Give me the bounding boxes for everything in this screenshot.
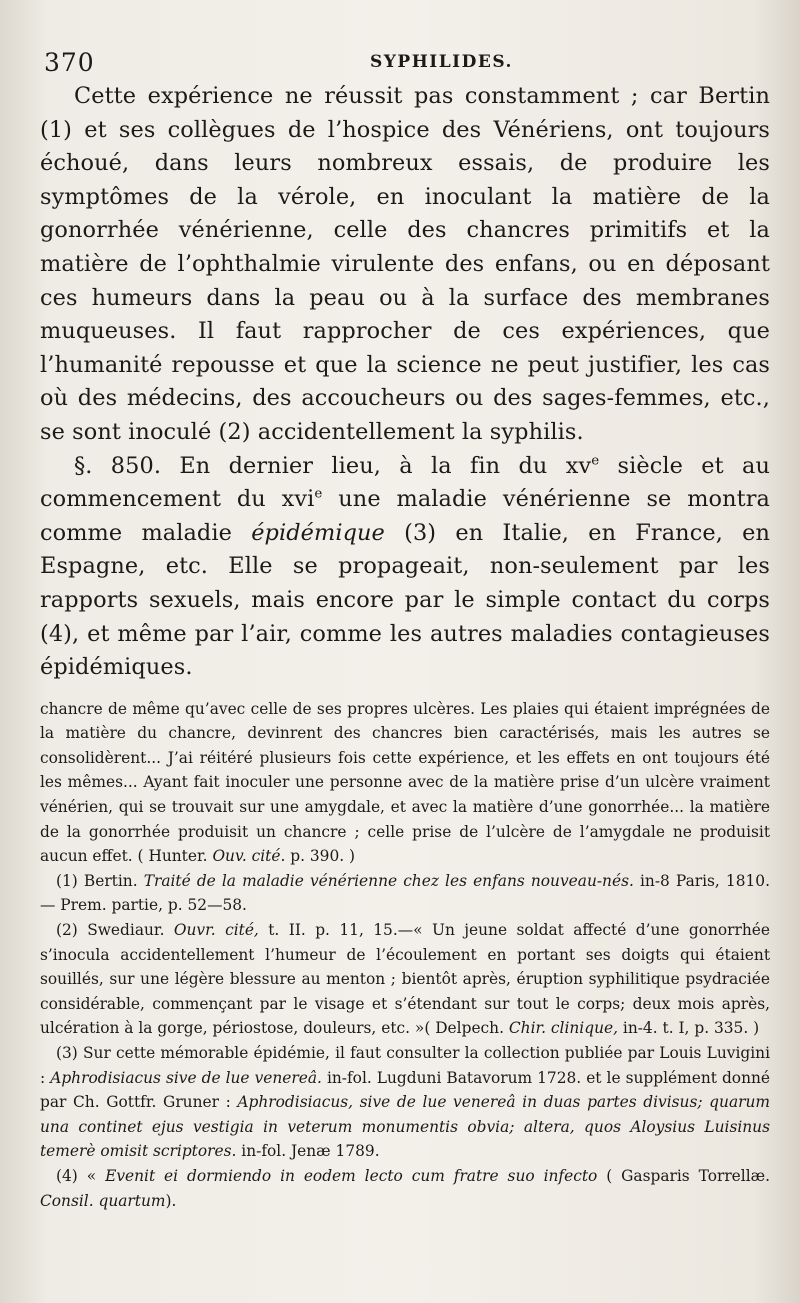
century-superscript: e xyxy=(591,453,600,469)
page-header xyxy=(40,44,770,78)
note-text: p. 390. ) xyxy=(285,847,356,866)
note-italic: Traité de la maladie vénérienne chez les enfans nouveau-nés. xyxy=(143,871,634,890)
note-italic: Aphrodisiacus sive de lue venereâ. xyxy=(50,1068,322,1087)
note-text: chancre de même qu’avec celle de ses propres ulcères. Les plaies qui étaient imprégnées de la matière du chancre, devinrent des chancres bien caractérisés, mais les autres se consolidèrent... J’ai réitéré plusieurs fois cette expérience, et les effets en ont toujours été les mêmes... Ayant fait inoculer une personne avec de la matière prise d’un ulcère vraiment vénérien, qui se trouvait sur une amygdale, et avec la matière d’une gonorrhée... la matière de la gonorrhée produisit un chancre ; celle prise de l’ulcère de l’amygdale ne produisit aucun effet. ( Hunter. xyxy=(40,699,770,866)
note-text: (4) « xyxy=(56,1166,106,1185)
footnote-3 xyxy=(40,1041,770,1164)
paragraph-850 xyxy=(40,450,770,685)
footnote-4 xyxy=(40,1164,770,1213)
note-italic: Ouv. cité. xyxy=(212,847,286,866)
italic-epidemique: épidémique xyxy=(251,519,385,546)
note-text: in-8 Paris, 1810. — Prem. partie, p. 52—58. xyxy=(40,871,770,915)
note-italic: Consil. quartum xyxy=(40,1191,166,1210)
para2-part-c: une maladie vénérienne se montra comme maladie xyxy=(40,486,770,546)
note-italic: Ouvr. cité, xyxy=(173,921,259,940)
note-text: ( Gasparis Torrellæ. xyxy=(597,1166,770,1185)
note-text: in-4. t. I, p. 335. ) xyxy=(618,1019,760,1038)
footnote-1 xyxy=(40,869,770,918)
note-text: t. II. p. 11, 15.—« Un jeune soldat affecté d’une gonorrhée s’inocula accidentellement l’humeur de l’écoulement en portant ses doigts qui étaient souillés, sur une légère blessure au menton ; bientôt après, éruption syphilitique psydraciée considérable, commençant par le visage et s’étendant sur tout le corps; deux mois après, ulcération à la gorge, périostose, douleurs, etc. »( Delpech. xyxy=(40,921,770,1038)
note-text: in-fol. Jenæ 1789. xyxy=(236,1142,380,1161)
paragraph-experience: Cette expérience ne réussit pas constamment ; car Bertin (1) et ses collègues de l’hospice des Vénériens, ont toujours échoué, dans leurs nombreux essais, de produire les symptômes de la vérole, en inoculant la matière de la gonorrhée vénérienne, celle des chancres primitifs et la matière de l’ophthalmie virulente des enfans, ou en déposant ces humeurs dans la peau ou à la surface des membranes muqueuses. Il faut rapprocher de ces expériences, que l’humanité repousse et que la science ne peut justifier, les cas où des médecins, des accoucheurs ou des sages-femmes, etc., se sont inoculé (2) accidentellement la syphilis. xyxy=(40,83,770,445)
page-number: 370 xyxy=(44,48,95,77)
note-italic: Aphrodisiacus, sive de lue venereâ in duas partes divisus; quarum una continet ejus vestigia in veterum monumentis obvia; altera, quos Aloysius Luisinus temerè omisit scriptores. xyxy=(40,1093,770,1161)
para2-part-b: siècle et au commencement du xvi xyxy=(40,452,770,513)
note-italic: Evenit ei dormiendo in eodem lecto cum fratre suo infecto xyxy=(105,1166,598,1185)
note-text: ). xyxy=(165,1191,177,1210)
note-italic: Chir. clinique, xyxy=(508,1019,618,1038)
note-text: (3) Sur cette mémorable épidémie, il faut consulter la collection publiée par Louis Luvigini : xyxy=(40,1044,770,1087)
note-text: in-fol. Lugduni Batavorum 1728. et le supplément donné par Ch. Gottfr. Gruner : xyxy=(40,1068,771,1112)
footnote-2 xyxy=(40,918,770,1041)
note-text: (2) Swediaur. xyxy=(56,921,174,940)
para2-part-a: §. 850. En dernier lieu, à la fin du xv xyxy=(74,452,592,479)
running-title: SYPHILIDES. xyxy=(370,52,513,72)
century-superscript: e xyxy=(314,486,323,502)
note-text: (1) Bertin. xyxy=(56,871,144,890)
main-text xyxy=(40,80,770,685)
footnotes xyxy=(40,697,770,1213)
para2-part-d: (3) en Italie, en France, en Espagne, etc. Elle se propageait, non-seulement par les rapports sexuels, mais encore par le simple contact du corps (4), et même par l’air, comme les autres maladies contagieuses épidémiques. xyxy=(40,519,770,681)
footnote-continuation xyxy=(40,697,770,869)
